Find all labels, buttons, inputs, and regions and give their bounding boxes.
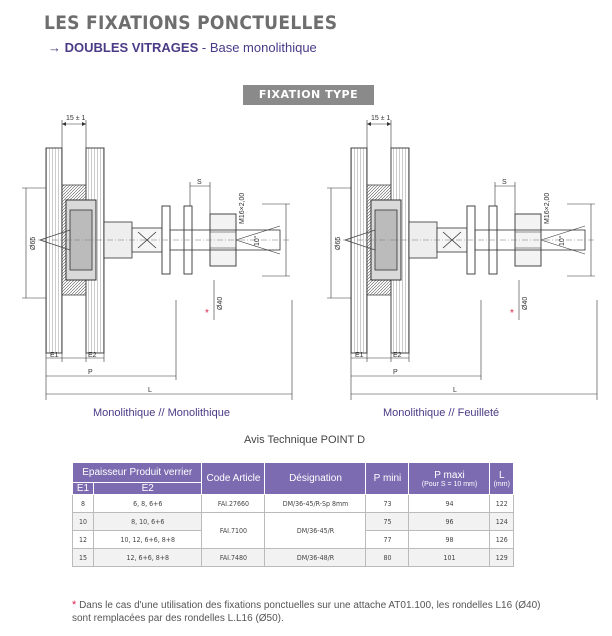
fixation-type-banner: FIXATION TYPE "DM" [243, 85, 374, 105]
cell-designation: DM/36-48/R [265, 549, 366, 567]
table-row [73, 495, 514, 513]
right-dim-angle: 10° [559, 235, 566, 246]
footnote-star: * [72, 599, 77, 611]
header-l-label: L [498, 469, 505, 481]
right-dim-l: L [453, 387, 457, 394]
subtitle-bold: DOUBLES VITRAGES [64, 40, 199, 55]
header-e2: E2 [94, 483, 202, 495]
right-dim-m: M16×2,00 [544, 192, 551, 224]
left-dim-e1: E1 [50, 352, 59, 359]
left-dim-d65: Ø65 [30, 236, 37, 250]
left-dim-angle: 10° [254, 235, 261, 246]
right-dim-s: S [502, 179, 507, 186]
cell-code: FAI.7480 [202, 549, 265, 567]
right-dim-e1: E1 [355, 352, 364, 359]
header-code: Code Article [202, 463, 265, 495]
left-dim-d40: Ø40 [217, 296, 224, 310]
caption-left: Monolithique // Monolithique [93, 407, 230, 419]
header-epaisseur: Epaisseur Produit verrier [73, 463, 202, 483]
cell-pmaxi: 94 [409, 495, 490, 513]
avis-technique: Avis Technique POINT D [244, 434, 366, 446]
cell-e2: 8, 10, 6+6 [94, 513, 202, 531]
left-dim-m: M16×2,00 [239, 192, 246, 224]
cell-designation: DM/36-45/R-Sp 8mm [265, 495, 366, 513]
cell-e2: 6, 8, 6+6 [94, 495, 202, 513]
table-row [73, 513, 514, 531]
cell-code: FAI.27660 [202, 495, 265, 513]
right-dim-d65: Ø65 [335, 236, 342, 250]
right-dim-d40: Ø40 [522, 296, 529, 310]
left-dim-p: P [88, 369, 93, 376]
cell-e2: 10, 12, 6+6, 8+8 [94, 531, 202, 549]
footnote [72, 599, 562, 625]
cell-designation: DM/36-45/R [265, 513, 366, 549]
left-star: * [205, 308, 209, 319]
left-dim-l: L [148, 387, 152, 394]
right-dim-p: P [393, 369, 398, 376]
header-designation: Désignation [265, 463, 366, 495]
cell-pmini: 80 [366, 549, 409, 567]
subtitle-rest: - Base monolithique [201, 40, 317, 55]
cell-e1: 12 [73, 531, 94, 549]
cell-e1: 8 [73, 495, 94, 513]
header-pmini: P mini [366, 463, 409, 495]
cell-code: FAI.7100 [202, 513, 265, 549]
caption-right: Monolithique // Feuilleté [383, 407, 500, 419]
drawing-right [327, 120, 597, 400]
right-star: * [510, 308, 514, 319]
subtitle-arrow-icon: → [48, 40, 61, 55]
header-e1: E1 [73, 483, 94, 495]
header-l [490, 463, 514, 495]
cell-pmini: 73 [366, 495, 409, 513]
cell-l: 126 [490, 531, 514, 549]
right-dim-e2: E2 [393, 352, 402, 359]
cell-e1: 10 [73, 513, 94, 531]
cell-pmini: 77 [366, 531, 409, 549]
footnote-text: Dans le cas d'une utilisation des fixations ponctuelles sur une attache AT01.100, les rondelles L16 (Ø40) sont remplacées par des rondelles L.L16 (Ø50). [72, 600, 541, 624]
cell-e1: 15 [73, 549, 94, 567]
left-dim-s: S [197, 179, 202, 186]
header-pmaxi [409, 463, 490, 495]
header-pmaxi-note: (Pour S = 10 mm) [421, 480, 478, 488]
cell-pmaxi: 101 [409, 549, 490, 567]
cell-e2: 12, 6+6, 8+8 [94, 549, 202, 567]
left-dim-top: 15 ± 1 [66, 115, 86, 122]
cell-l: 122 [490, 495, 514, 513]
right-dim-top: 15 ± 1 [371, 115, 391, 122]
cell-l: 124 [490, 513, 514, 531]
cell-pmaxi: 98 [409, 531, 490, 549]
table-row [73, 549, 514, 567]
cell-pmaxi: 96 [409, 513, 490, 531]
left-dim-e2: E2 [88, 352, 97, 359]
header-pmaxi-label: P maxi [434, 469, 465, 481]
header-l-unit: (mm) [493, 480, 510, 488]
drawing-left [22, 120, 292, 400]
spec-table [72, 462, 514, 567]
cell-pmini: 75 [366, 513, 409, 531]
cell-l: 129 [490, 549, 514, 567]
page-title: LES FIXATIONS PONCTUELLES [44, 12, 338, 34]
